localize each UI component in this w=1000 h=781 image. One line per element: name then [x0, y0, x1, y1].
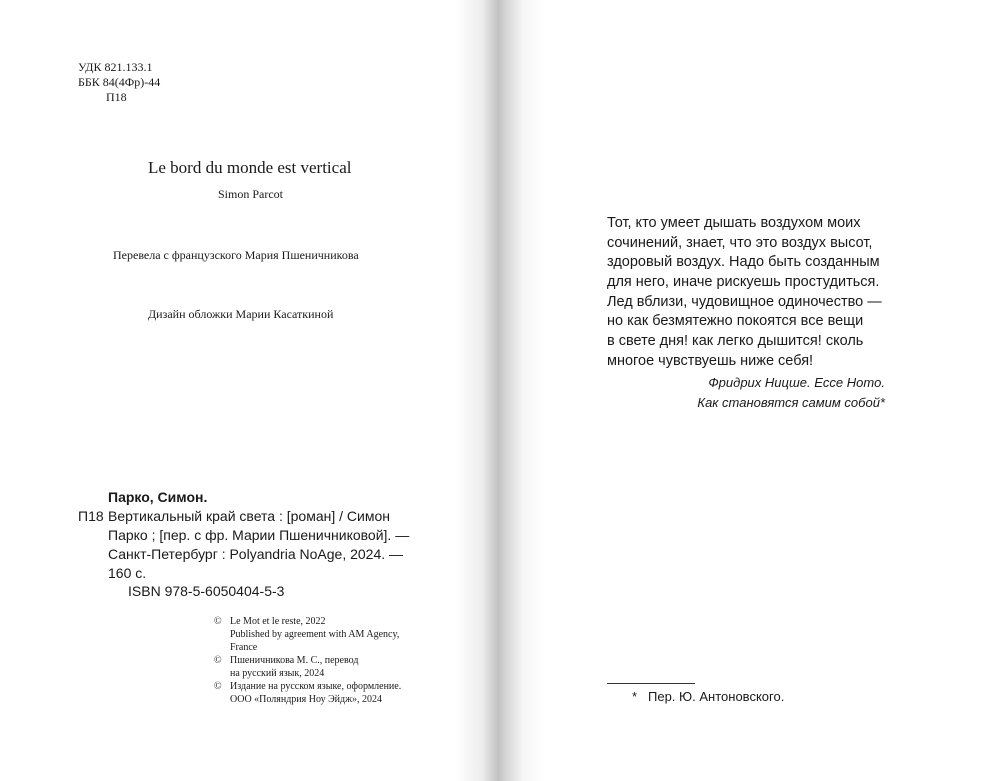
- epigraph-line: для него, иначе рискуешь простудиться.: [607, 274, 880, 291]
- book-gutter-shadow: [455, 0, 545, 781]
- copyright-line: Published by agreement with AM Agency,: [230, 629, 400, 640]
- copyright-line: Издание на русском языке, оформление.: [230, 681, 402, 692]
- epigraph-line: здоровый воздух. Надо быть созданным: [607, 254, 880, 271]
- isbn: ISBN 978-5-6050404-5-3: [128, 583, 285, 599]
- copyright-symbol: ©: [214, 655, 222, 666]
- classification-codes: [78, 60, 160, 105]
- copyright-block: [214, 615, 401, 706]
- attribution-line: Как становятся самим собой*: [697, 395, 885, 410]
- catalog-line: Парко ; [пер. с фр. Марии Пшеничниковой]. —: [108, 527, 410, 543]
- copyright-symbol: ©: [214, 616, 222, 627]
- copyright-item: [214, 615, 401, 654]
- copyright-symbol: ©: [214, 681, 222, 692]
- copyright-line: ООО «Поляндрия Ноу Эйдж», 2024: [230, 694, 383, 705]
- catalog-line: Вертикальный край света : [роман] / Симон: [108, 508, 390, 524]
- cover-design-credit: Дизайн обложки Марии Касаткиной: [148, 307, 334, 321]
- copyright-line: France: [230, 642, 258, 653]
- copyright-line: Le Mot et le reste, 2022: [230, 616, 326, 627]
- footnote-divider: [607, 683, 695, 684]
- footnote: [632, 689, 784, 704]
- epigraph-line: Тот, кто умеет дышать воздухом моих: [607, 215, 861, 231]
- copyright-line: на русский язык, 2024: [230, 668, 325, 679]
- translator-credit: Перевела с французского Мария Пшеничникова: [113, 248, 359, 262]
- catalog-line: 160 с.: [108, 565, 147, 581]
- copyright-item: [214, 654, 401, 680]
- epigraph-attribution: [697, 373, 885, 413]
- epigraph-line: Лед вблизи, чудовищное одиночество —: [607, 293, 882, 310]
- catalog-line: Санкт-Петербург : Polyandria NoAge, 2024. —: [108, 546, 404, 562]
- footnote-text: Пер. Ю. Антоновского.: [648, 689, 785, 704]
- epigraph-line: многое чувствуешь ниже себя!: [607, 352, 814, 369]
- original-author: Simon Parcot: [218, 187, 283, 201]
- epigraph-line: сочинений, знает, что это воздух высот,: [607, 234, 873, 251]
- catalog-description: [108, 507, 409, 583]
- attribution-line: Фридрих Ницше. Ecce Homo.: [708, 375, 885, 390]
- epigraph: [607, 214, 882, 372]
- epigraph-line: в свете дня! как легко дышится! сколь: [607, 333, 864, 350]
- udk-code: УДК 821.133.1: [78, 60, 153, 74]
- catalog-heading: Парко, Симон.: [108, 489, 208, 505]
- copyright-item: [214, 680, 401, 706]
- copyright-line: Пшеничникова М. С., перевод: [230, 655, 359, 666]
- original-title: Le bord du monde est vertical: [148, 158, 352, 177]
- author-sign: П18: [106, 90, 127, 104]
- footnote-mark: *: [632, 689, 638, 704]
- epigraph-line: но как безмятежно покоятся все вещи: [607, 313, 864, 330]
- bbk-code: ББК 84(4Фр)-44: [78, 75, 161, 89]
- catalog-code: П18: [78, 508, 104, 524]
